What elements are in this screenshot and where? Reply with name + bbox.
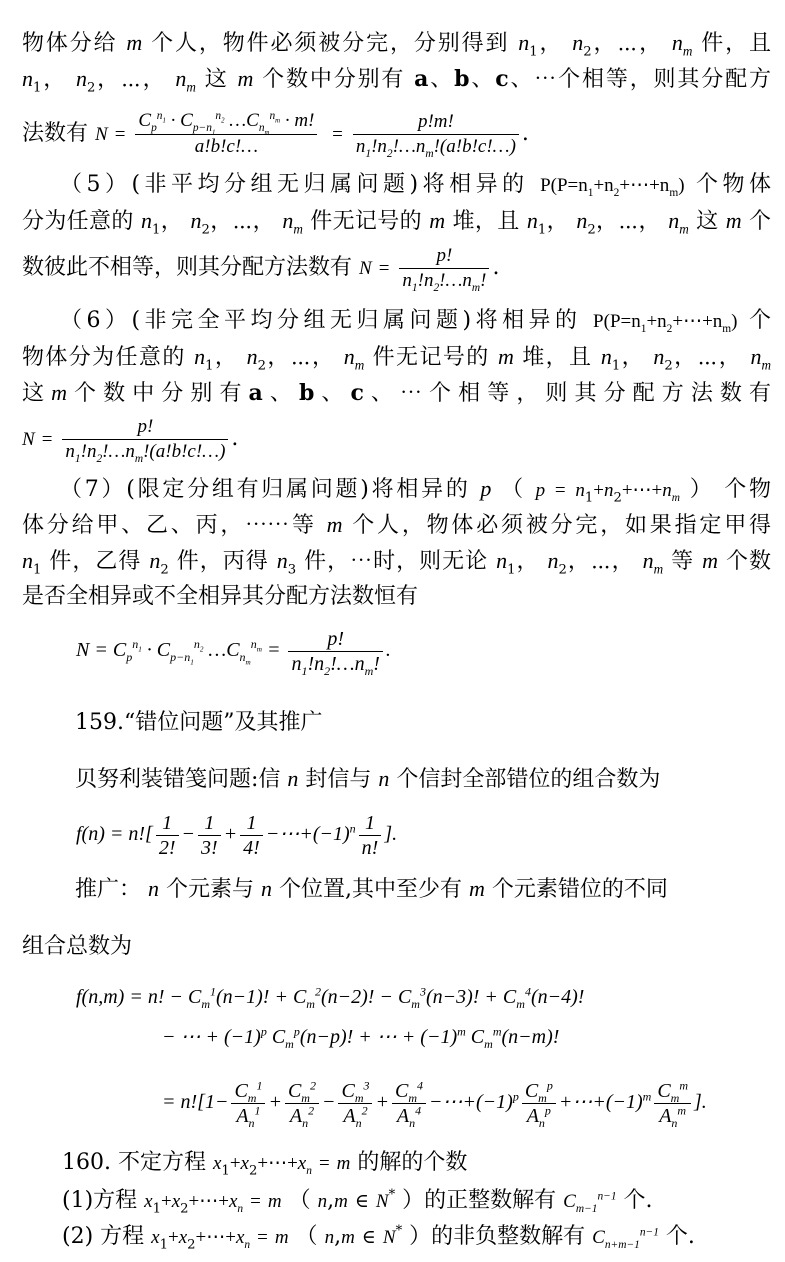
section-159-formula-2-line-3: = n![1− $\frac{C_m^1}{A_n^1}$ + $\frac{C_m^2}{A_n^2}$ − $\frac{C_m^3}{A_n^2}$ + $\frac{C_m^4}{A_n^4}$ $-\cdots+(-1)^p$ $\frac{C_m^p}{A_n^p}$ $+\cdots+(-1)^m$ $\frac{C_m^m}{A_n^m}$ ]. [162, 1078, 707, 1130]
fraction-2: $\frac{p!m!}{n_1!n_2!\dots n_m!(a!b!c!\dots)}$ [353, 110, 519, 159]
fraction-5: $\frac{p!}{n_1!n_2!\dots n_m!}$ [288, 627, 382, 676]
section-160-line-1: (1)方程 $x_1+x_2+\cdots+x_n = m$ （ n,m ∈ N* ）的正整数解有 $C_{m-1}^{n-1}$ 个. [62, 1187, 653, 1217]
paragraph-5-line-1: （5）(非平均分组无归属问题)将相异的 $P(P=n_1+n_2+\cdots+n_m)$ 个物体 [60, 172, 771, 199]
paragraph-4-line-1: 物体分给 m 个人，物件必须被分完，分别得到 $n_1$， $n_2$，⋯， $n_m$ 件，且 [22, 30, 771, 60]
section-159-title: 159.“错位问题”及其推广 [75, 710, 323, 735]
section-160-line-2: (2) 方程 $x_1+x_2+\cdots+x_n = m$ （ n,m ∈ N* ）的非负整数解有 $C_{n+m-1}^{n-1}$ 个. [62, 1223, 695, 1253]
paragraph-5-line-2: 分为任意的 $n_1$， $n_2$，⋯， $n_m$ 件无记号的 m 堆，且 $n_1$， $n_2$，⋯， $n_m$ 这 m 个 [22, 208, 771, 238]
paragraph-7-formula: $N = C_p^{n_1} \cdot C_{p-n_1}^{n_2}$ $\dots C_{n_m}^{n_m}$ = $\frac{p!}{n_1!n_2!\dots n_m!}$ . [76, 627, 391, 678]
section-159-formula-2-line-1: f(n,m) = n! − $C_m^1(n-1)$! + $C_m^2(n-2)$! − $C_m^3(n-3)$! + $C_m^4(n-4)$! [76, 984, 585, 1011]
paragraph-7-line-3: $n_1$ 件，乙得 $n_2$ 件，丙得 $n_3$ 件，⋯时，则无论 $n_1$， $n_2$，⋯， $n_m$ 等 m 个数 [22, 548, 771, 578]
paragraph-6-line-1: （6）(非完全平均分组无归属问题)将相异的 $P(P=n_1+n_2+\cdots+n_m)$ 个 [60, 308, 771, 335]
fraction-1: $\frac{C_p^{n_1} \cdot C_{p-n_1}^{n_2} \dots C_{n_m}^{n_m} \cdot m!}{a!b!c!\dots}$ [135, 109, 317, 158]
paragraph-7-line-4: 是否全相异或不全相异其分配方法数恒有 [22, 584, 419, 609]
paragraph-4-line-2: $n_1$， $n_2$，⋯， $n_m$ 这 m 个数中分别有 a、b、c、⋯个相等，则其分配方 [22, 66, 771, 96]
section-159-line-1: 贝努利装错笺问题:信 n 封信与 n 个信封全部错位的组合数为 [75, 766, 661, 792]
paragraph-4-formula-line: 法数有 N = $\frac{C_p^{n_1} \cdot C_{p-n_1}^{n_2} \dots C_{n_m}^{n_m} \cdot m!}{a!b!c!\dots}$ = $\frac{p!m!}{n_1!n_2!\dots n_m!(a!b!c!\dots)}$ . [22, 110, 529, 160]
paragraph-5-line-3: 数彼此不相等，则其分配方法数有 N = $\frac{p!}{n_1!n_2!\dots n_m!}$ . [22, 244, 500, 294]
fraction-4: $\frac{p!}{n_1!n_2!\dots n_m!(a!b!c!\dots)}$ [62, 415, 228, 464]
section-159-formula-1: f(n) = n![ $\frac{1}{2!}$ − $\frac{1}{3!}$ + $\frac{1}{4!}$ $-\cdots+(-1)^n$ $\frac{1}{n!}$ ]. [76, 811, 398, 859]
paragraph-6-line-2: 物体分为任意的 $n_1$， $n_2$，⋯， $n_m$ 件无记号的 m 堆，且 $n_1$， $n_2$，⋯， $n_m$ [22, 344, 772, 374]
fraction-3: $\frac{p!}{n_1!n_2!\dots n_m!}$ [399, 244, 489, 293]
section-159-line-3: 组合总数为 [22, 934, 133, 959]
section-159-formula-2-line-2: − ⋯ + $(-1)^p$ $C_m^p(n-p)$! + ⋯ + $(-1)^m$ $C_m^m(n-m)$! [162, 1024, 560, 1051]
section-159-line-2: 推广： n 个元素与 n 个位置,其中至少有 m 个元素错位的不同 [75, 876, 668, 902]
paragraph-6-formula: N = $\frac{p!}{n_1!n_2!\dots n_m!(a!b!c!\dots)}$ . [22, 415, 239, 465]
paragraph-6-line-3: 这 m 个 数 中 分 别 有 a 、 b 、 c 、 ⋯ 个 相 等 ， 则 其 分 配 方 法 数 有 [22, 380, 772, 406]
paragraph-7-line-2: 体分给甲、乙、丙，⋯⋯等 m 个人，物体必须被分完，如果指定甲得 [22, 512, 771, 538]
paragraph-7-line-1: （7）(限定分组有归属问题)将相异的 p （ $p = n_1+n_2+\cdots+n_m$ ） 个物 [60, 476, 771, 506]
section-160-title: 160. 不定方程 $x_1+x_2+\cdots+x_n = m$ 的解的个数 [62, 1150, 468, 1179]
